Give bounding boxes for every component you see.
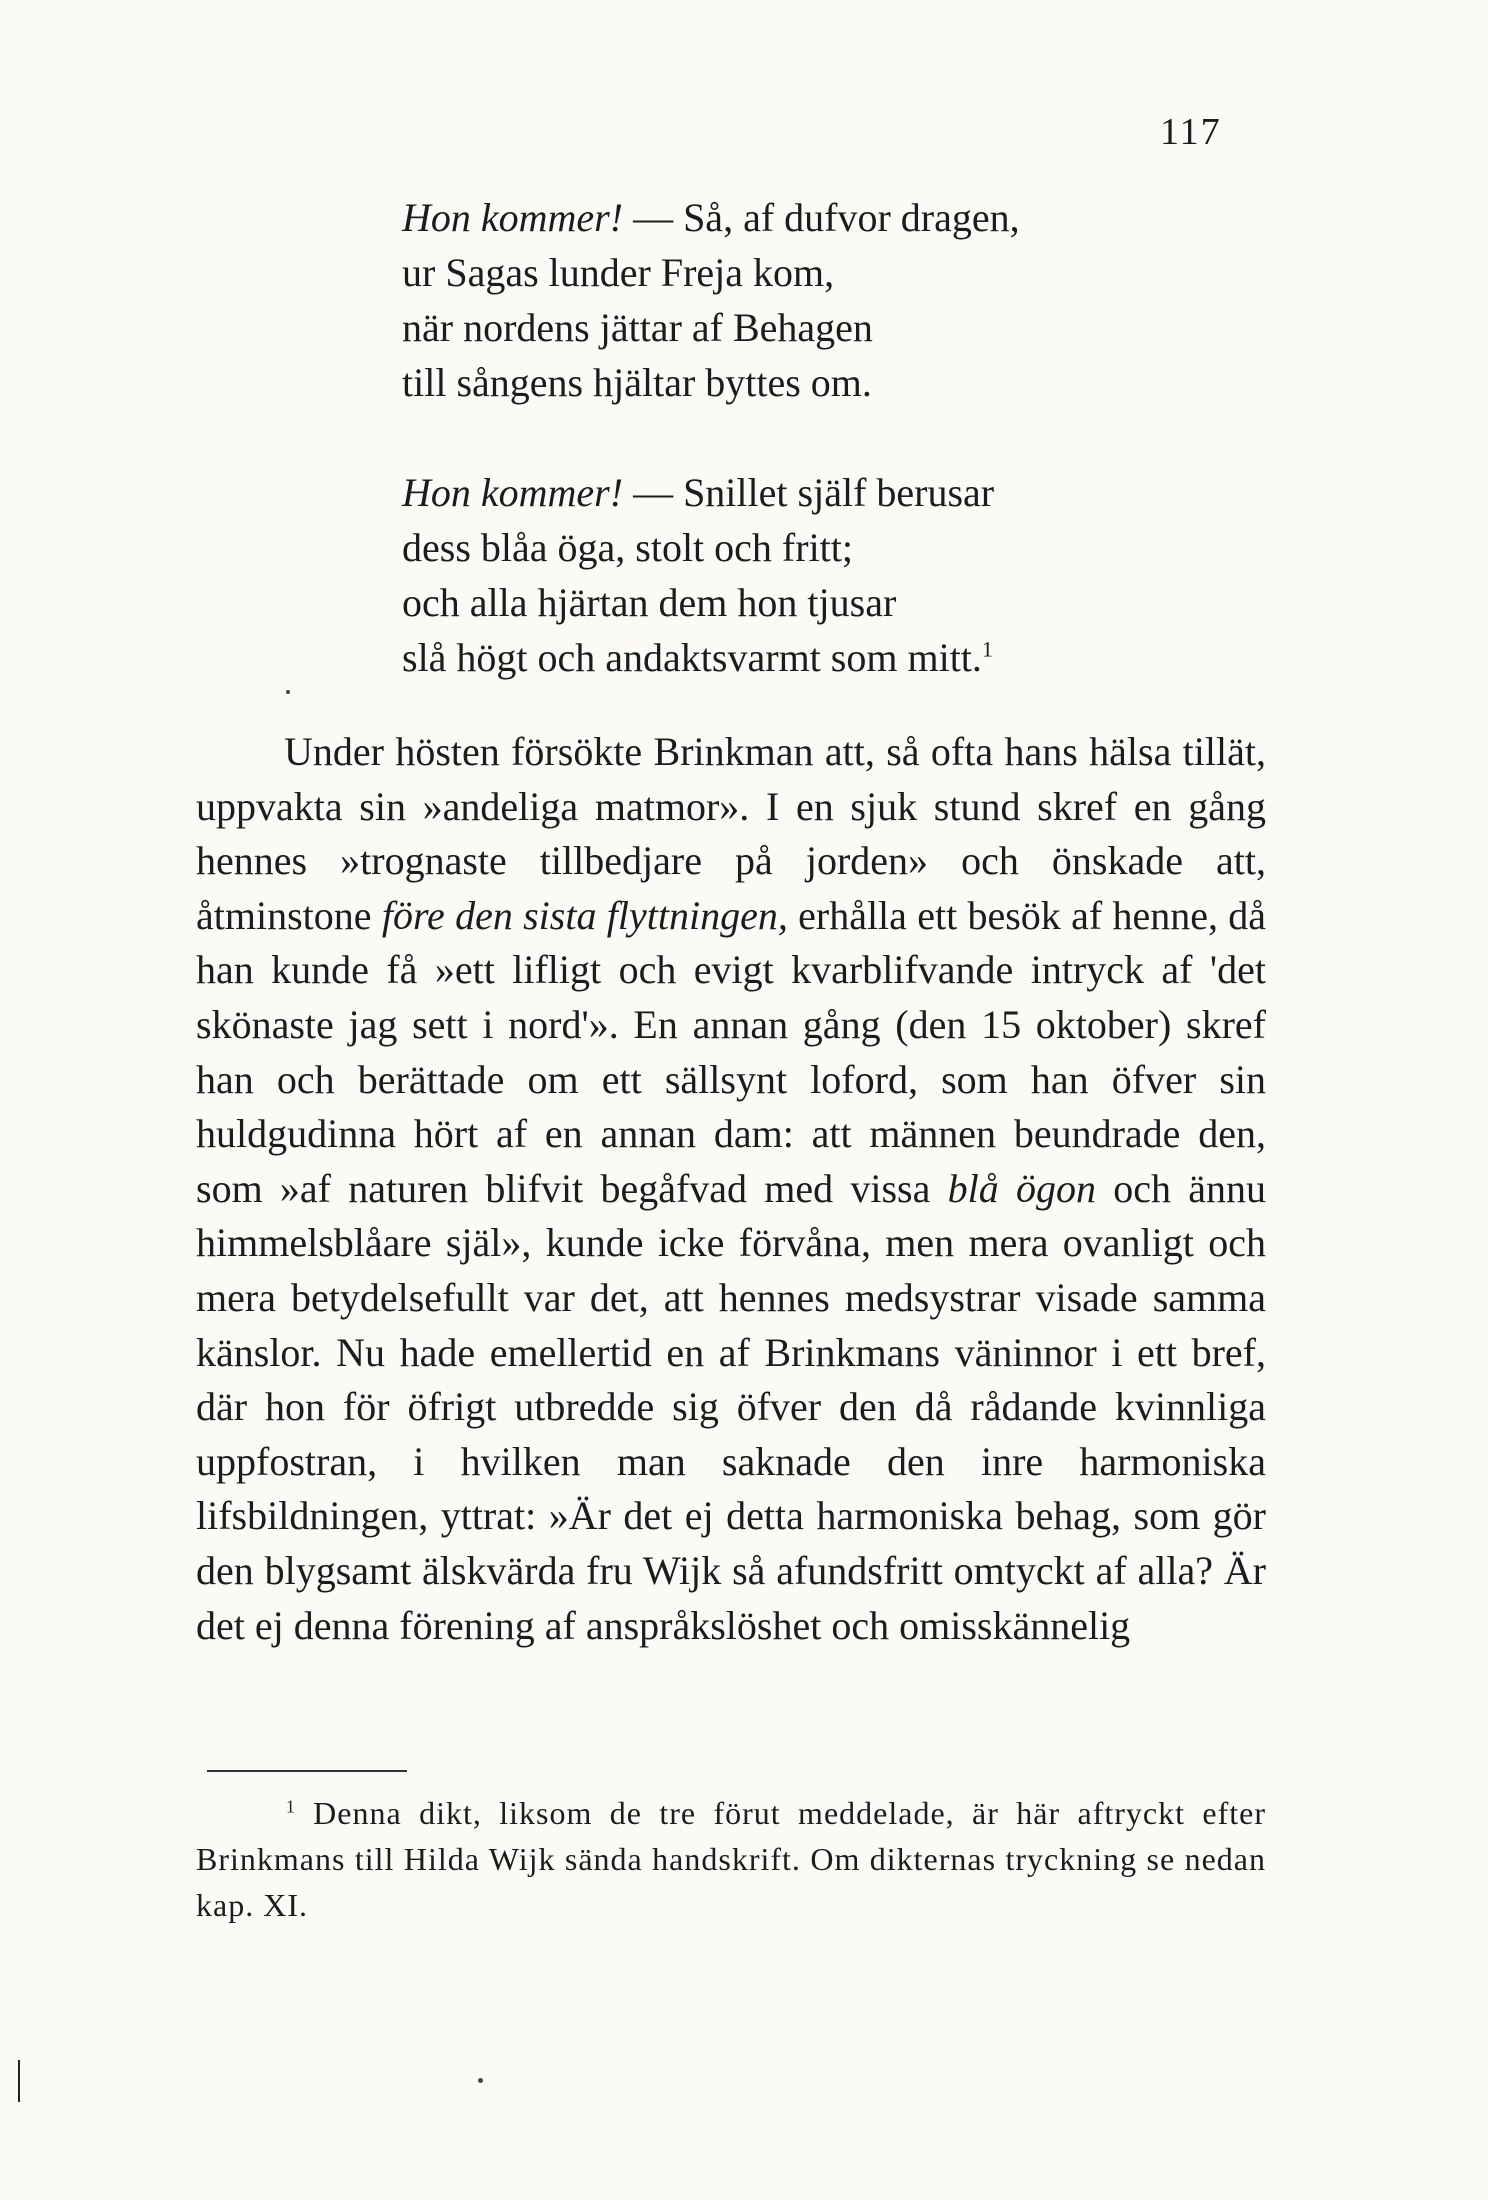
paragraph-italic-2: blå ögon — [947, 1165, 1096, 1211]
poem-line-text: — Snillet själf berusar — [623, 470, 995, 515]
page-number: 117 — [1160, 111, 1222, 153]
poem-line-text: slå högt och andaktsvarmt som mitt. — [402, 635, 982, 680]
poem-line-text: dess blåa öga, stolt och fritt; — [402, 525, 854, 570]
poem-line-text: när nordens jättar af Behagen — [402, 305, 873, 350]
poem-line — [402, 300, 1302, 355]
poem-line — [402, 520, 1302, 575]
poem-line-text: ur Sagas lunder Freja kom, — [402, 250, 835, 295]
scan-margin-mark — [18, 2060, 20, 2102]
poem-line-text: till sångens hjältar byttes om. — [402, 360, 872, 405]
footnote-marker: 1 — [286, 1796, 296, 1817]
footnote-divider — [207, 1770, 407, 1772]
paragraph-text-part-3: och ännu himmelsblåare själ», kunde icke förvåna, men mera ovanligt och mera betydelsefullt var det, att hennes medsystrar visade samma känslor. Nu hade emellertid en af Brinkmans väninnor i ett bref, där hon för öfrigt utbredde sig öfver den då rådande kvinnliga uppfostran, i hvilken man saknade den inre harmoniska lifsbildningen, yttrat: »Är det ej detta harmoniska behag, som gör den blygsamt älskvärda fru Wijk så afundsfritt omtyckt af alla? Är det ej denna förening af anspråkslöshet och omisskännelig — [196, 1165, 1266, 1648]
scan-speck — [286, 690, 290, 694]
poem-line-text: och alla hjärtan dem hon tjusar — [402, 580, 897, 625]
paragraph-italic-1: före den sista flyttningen, — [381, 892, 788, 938]
footnote-text: Denna dikt, liksom de tre förut meddelade, är här aftryckt efter Brinkmans till Hilda Wijk sända handskrift. Om dikternas tryckning se nedan kap. XI. — [196, 1795, 1266, 1923]
footnote — [196, 1790, 1266, 1928]
poem-line — [402, 630, 1302, 685]
footnote-reference: 1 — [981, 636, 993, 662]
poem-stanza-1 — [402, 190, 1302, 410]
poem-line — [402, 465, 1302, 520]
poem — [402, 190, 1302, 740]
paragraph-text-part-1: Under hösten försökte Brinkman att, så ofta hans hälsa tillät, uppvakta sin »andeliga matmor». I en sjuk stund skref en gång hennes »trognaste tillbedjare på jorden» och önskade att, åtminstone — [196, 729, 1266, 938]
poem-line — [402, 575, 1302, 630]
paragraph-text-part-2: erhålla ett besök af henne, då han kunde få »ett lifligt och evigt kvarblifvande intryck af 'det skönaste jag sett i nord'». En annan gång (den 15 oktober) skref han och berättade om ett sällsynt loford, som han öfver sin huldgudinna hört af en annan dam: att männen beundrade den, som »af naturen blifvit begåfvad med vissa — [196, 892, 1266, 1211]
poem-line-text: — Så, af dufvor dragen, — [623, 195, 1020, 240]
poem-stanza-2 — [402, 465, 1302, 685]
poem-line — [402, 245, 1302, 300]
body-paragraph — [196, 725, 1266, 1653]
poem-line — [402, 190, 1302, 245]
poem-line-italic: Hon kommer! — [402, 195, 624, 240]
poem-line-italic: Hon kommer! — [402, 470, 624, 515]
poem-line — [402, 355, 1302, 410]
scan-speck — [478, 2078, 483, 2083]
